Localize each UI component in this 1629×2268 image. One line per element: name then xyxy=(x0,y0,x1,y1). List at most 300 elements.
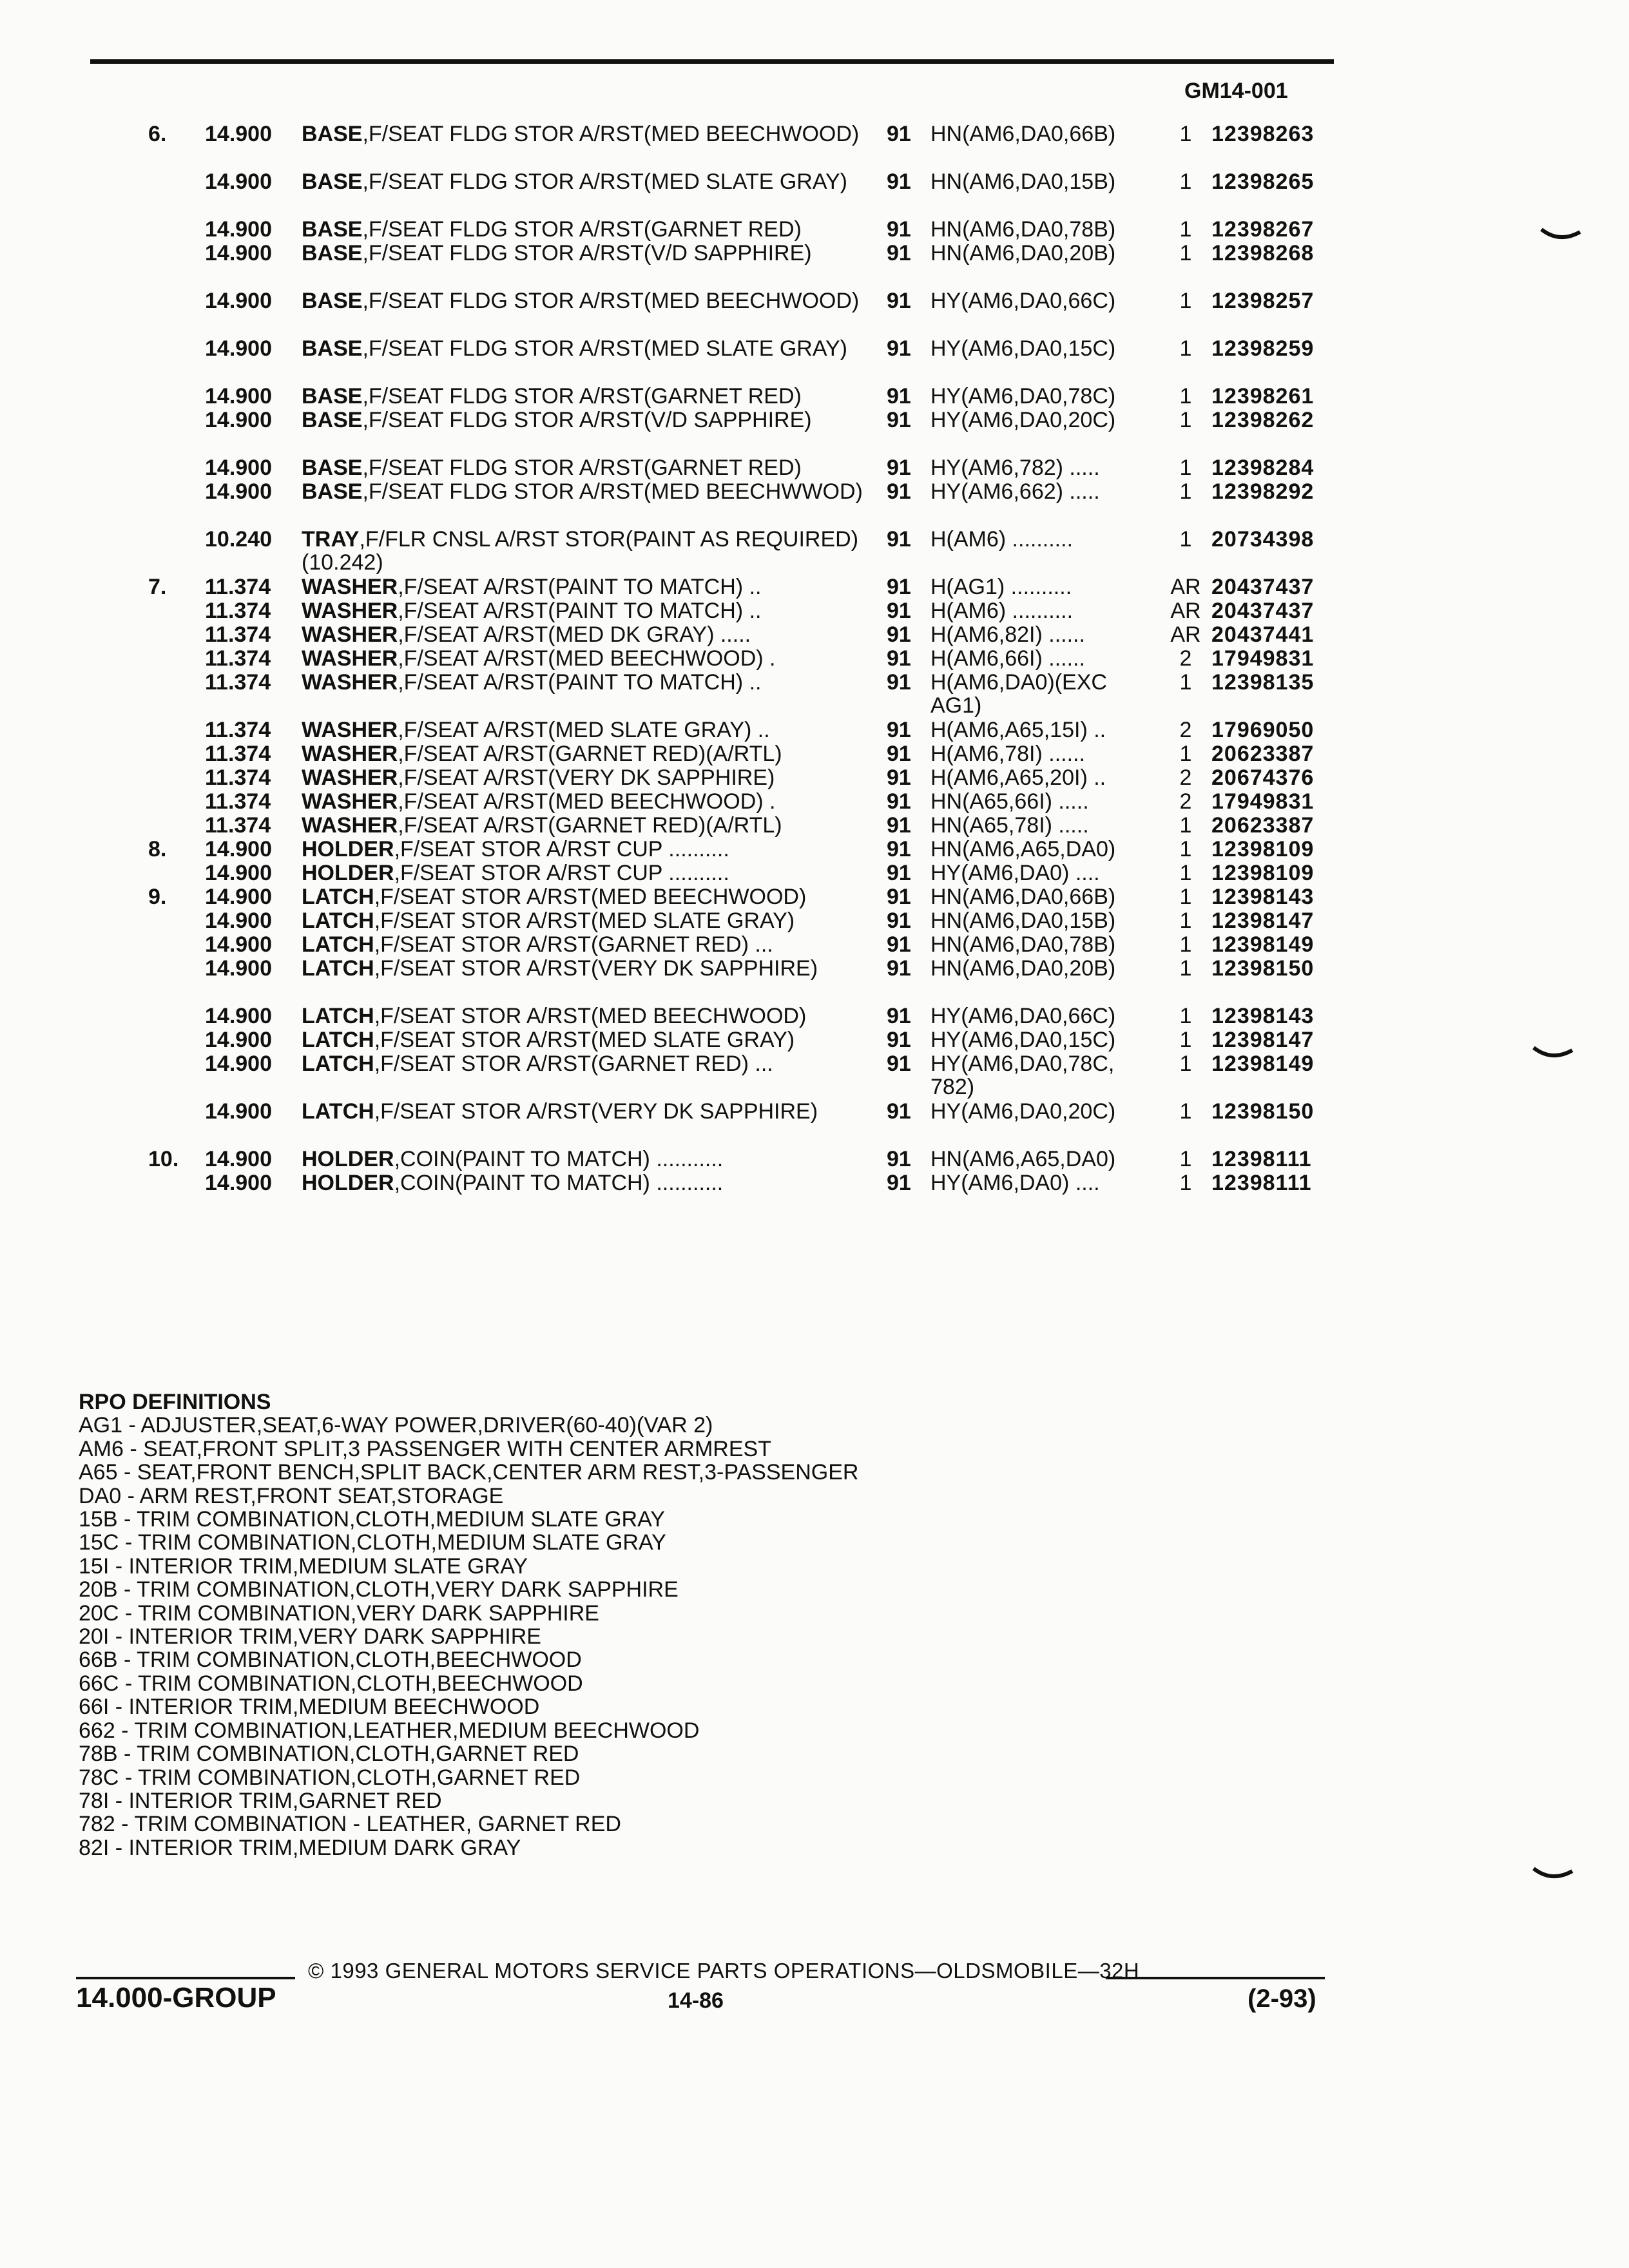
part-name: BASE xyxy=(302,169,363,194)
part-number: 20674376 xyxy=(1211,765,1315,790)
group-number: 14.900 xyxy=(205,1147,272,1171)
part-spec: ,F/SEAT STOR A/RST(MED SLATE GRAY) xyxy=(374,1028,795,1052)
part-number: 12398263 xyxy=(1211,122,1315,146)
part-number: 12398109 xyxy=(1211,861,1315,885)
option-codes: HN(AM6,A65,DA0) xyxy=(930,1147,1116,1171)
quantity: AR xyxy=(1170,575,1201,599)
part-number: 12398111 xyxy=(1211,1171,1312,1195)
table-row xyxy=(0,718,1629,742)
table-row xyxy=(0,671,1629,718)
part-number: 12398292 xyxy=(1211,479,1315,504)
quantity: AR xyxy=(1170,622,1201,647)
option-codes: HN(AM6,DA0,20B) xyxy=(930,241,1116,265)
option-codes: HN(AM6,DA0,15B) xyxy=(930,908,1116,933)
part-description xyxy=(302,1004,882,1028)
part-description xyxy=(302,1100,882,1123)
quantity: 1 xyxy=(1179,122,1192,146)
rpo-item: 82I - INTERIOR TRIM,MEDIUM DARK GRAY xyxy=(79,1835,521,1860)
quantity: 1 xyxy=(1179,1052,1192,1076)
option-codes: H(AM6,DA0)(EXC AG1) xyxy=(930,670,1107,718)
model-year: 91 xyxy=(887,1028,911,1052)
rpo-item: 15I - INTERIOR TRIM,MEDIUM SLATE GRAY xyxy=(79,1553,528,1579)
group-number: 11.374 xyxy=(205,718,271,742)
part-description xyxy=(302,1028,882,1052)
option-codes: H(AG1) .......... xyxy=(930,575,1072,599)
part-spec: ,F/SEAT FLDG STOR A/RST(GARNET RED) xyxy=(362,384,802,408)
option-codes: HY(AM6,DA0,20C) xyxy=(930,408,1116,432)
part-number: 17949831 xyxy=(1211,789,1315,814)
part-description xyxy=(302,408,882,432)
table-row xyxy=(0,337,1629,385)
group-number: 14.900 xyxy=(205,408,272,432)
option-codes: HY(AM6,DA0,66C) xyxy=(930,289,1116,313)
model-year: 91 xyxy=(887,384,911,408)
quantity: AR xyxy=(1170,599,1201,623)
part-description xyxy=(302,885,882,908)
part-description xyxy=(302,623,882,646)
group-number: 14.900 xyxy=(205,1052,272,1076)
model-year: 91 xyxy=(887,908,911,933)
part-number: 20437437 xyxy=(1211,599,1315,623)
part-description xyxy=(302,933,882,956)
part-description xyxy=(302,242,882,265)
group-number: 11.374 xyxy=(205,670,271,695)
rpo-item: 20B - TRIM COMBINATION,CLOTH,VERY DARK SAPPHIRE xyxy=(79,1577,679,1602)
table-row xyxy=(0,838,1629,861)
binder-tick-mark xyxy=(1532,1045,1574,1062)
table-row xyxy=(0,528,1629,575)
table-row xyxy=(0,861,1629,885)
model-year: 91 xyxy=(887,289,911,313)
part-spec: ,F/SEAT STOR A/RST(MED BEECHWOOD) xyxy=(374,1004,807,1028)
group-number: 11.374 xyxy=(205,599,271,623)
group-number: 14.900 xyxy=(205,289,272,313)
option-codes: HN(AM6,DA0,78B) xyxy=(930,217,1116,242)
model-year: 91 xyxy=(887,885,911,909)
table-row xyxy=(0,289,1629,337)
option-codes: HN(AM6,DA0,20B) xyxy=(930,956,1116,981)
quantity: 1 xyxy=(1179,336,1192,361)
part-name: BASE xyxy=(302,122,363,146)
model-year: 91 xyxy=(887,956,911,981)
rpo-item: 15C - TRIM COMBINATION,CLOTH,MEDIUM SLATE GRAY xyxy=(79,1530,666,1555)
part-spec: ,F/SEAT STOR A/RST CUP .......... xyxy=(394,861,729,885)
part-description xyxy=(302,575,882,599)
part-spec: ,COIN(PAINT TO MATCH) ........... xyxy=(394,1171,724,1195)
quantity: 1 xyxy=(1179,813,1192,838)
quantity: 1 xyxy=(1179,289,1192,313)
group-number: 10.240 xyxy=(205,527,272,552)
part-name: HOLDER xyxy=(302,837,394,861)
quantity: 1 xyxy=(1179,241,1192,265)
quantity: 1 xyxy=(1179,456,1192,480)
part-number: 17949831 xyxy=(1211,646,1315,671)
table-row xyxy=(0,933,1629,957)
option-codes: HN(A65,78I) ..... xyxy=(930,813,1089,838)
quantity: 1 xyxy=(1179,742,1192,766)
catalog-code: GM14-001 xyxy=(1184,79,1288,103)
part-description xyxy=(302,289,882,312)
part-number: 12398265 xyxy=(1211,169,1315,194)
part-number: 12398267 xyxy=(1211,217,1315,242)
part-description xyxy=(302,742,882,765)
part-name: LATCH xyxy=(302,1028,374,1052)
part-name: WASHER xyxy=(302,718,398,742)
group-number: 14.900 xyxy=(205,241,272,265)
part-description xyxy=(302,647,882,670)
part-description xyxy=(302,385,882,408)
quantity: 2 xyxy=(1179,765,1192,790)
table-row xyxy=(0,909,1629,933)
table-row xyxy=(0,1004,1629,1028)
quantity: 1 xyxy=(1179,670,1192,695)
part-spec: ,F/SEAT A/RST(GARNET RED)(A/RTL) xyxy=(398,742,782,766)
part-spec: ,F/SEAT STOR A/RST(VERY DK SAPPHIRE) xyxy=(374,1099,818,1124)
part-spec: ,F/SEAT STOR A/RST(MED BEECHWOOD) xyxy=(374,885,807,909)
table-row xyxy=(0,790,1629,814)
table-row xyxy=(0,1100,1629,1148)
quantity: 1 xyxy=(1179,384,1192,408)
group-number: 14.900 xyxy=(205,456,272,480)
group-number: 14.900 xyxy=(205,956,272,981)
model-year: 91 xyxy=(887,1099,911,1124)
part-spec: ,F/SEAT STOR A/RST(GARNET RED) ... xyxy=(374,1052,773,1076)
group-number: 14.900 xyxy=(205,1099,272,1124)
option-codes: HY(AM6,DA0,78C) xyxy=(930,384,1116,408)
model-year: 91 xyxy=(887,742,911,766)
part-number: 12398149 xyxy=(1211,1052,1315,1076)
model-year: 91 xyxy=(887,408,911,432)
option-codes: HN(A65,66I) ..... xyxy=(930,789,1089,814)
option-codes: H(AM6,66I) ...... xyxy=(930,646,1085,671)
part-spec: ,F/SEAT FLDG STOR A/RST(GARNET RED) xyxy=(362,217,802,242)
model-year: 91 xyxy=(887,1004,911,1028)
option-codes: H(AM6,A65,15I) .. xyxy=(930,718,1106,742)
part-description xyxy=(302,861,882,885)
part-name: LATCH xyxy=(302,956,374,981)
rpo-item: 20I - INTERIOR TRIM,VERY DARK SAPPHIRE xyxy=(79,1624,541,1649)
quantity: 1 xyxy=(1179,932,1192,957)
page-number: 14-86 xyxy=(668,1988,724,2013)
group-number: 14.900 xyxy=(205,1171,272,1195)
option-codes: HY(AM6,DA0) .... xyxy=(930,861,1100,885)
rpo-item: 15B - TRIM COMBINATION,CLOTH,MEDIUM SLATE GRAY xyxy=(79,1507,665,1532)
model-year: 91 xyxy=(887,1052,911,1076)
option-codes: HN(AM6,DA0,66B) xyxy=(930,122,1116,146)
part-description xyxy=(302,122,882,146)
revision-date: (2-93) xyxy=(1248,1984,1316,2013)
group-number: 14.900 xyxy=(205,932,272,957)
header-rule xyxy=(90,59,1334,64)
option-codes: H(AM6,A65,20I) .. xyxy=(930,765,1106,790)
table-row xyxy=(0,766,1629,790)
model-year: 91 xyxy=(887,241,911,265)
model-year: 91 xyxy=(887,932,911,957)
part-description xyxy=(302,766,882,789)
part-description xyxy=(302,838,882,861)
group-number: 14.900 xyxy=(205,1028,272,1052)
option-codes: HY(AM6,782) ..... xyxy=(930,456,1100,480)
quantity: 1 xyxy=(1179,169,1192,194)
part-name: WASHER xyxy=(302,646,398,671)
model-year: 91 xyxy=(887,575,911,599)
table-row xyxy=(0,885,1629,909)
model-year: 91 xyxy=(887,336,911,361)
option-codes: HY(AM6,DA0) .... xyxy=(930,1171,1100,1195)
table-row xyxy=(0,456,1629,480)
model-year: 91 xyxy=(887,622,911,647)
part-spec: ,F/FLR CNSL A/RST STOR(PAINT AS REQUIRED)(10.242) xyxy=(302,527,859,575)
model-year: 91 xyxy=(887,169,911,194)
group-number: 14.900 xyxy=(205,861,272,885)
part-spec: ,F/SEAT FLDG STOR A/RST(MED SLATE GRAY) xyxy=(362,169,848,194)
part-spec: ,F/SEAT FLDG STOR A/RST(MED BEECHWOOD) xyxy=(362,289,860,313)
model-year: 91 xyxy=(887,456,911,480)
rpo-item: 78C - TRIM COMBINATION,CLOTH,GARNET RED xyxy=(79,1765,581,1790)
table-row xyxy=(0,480,1629,528)
quantity: 1 xyxy=(1179,861,1192,885)
quantity: 2 xyxy=(1179,718,1192,742)
group-label: 14.000-GROUP xyxy=(76,1982,276,2013)
model-year: 91 xyxy=(887,217,911,242)
part-number: 12398149 xyxy=(1211,932,1315,957)
part-number: 12398150 xyxy=(1211,956,1315,981)
binder-tick-mark xyxy=(1540,227,1581,244)
option-codes: HY(AM6,DA0,15C) xyxy=(930,336,1116,361)
rpo-item: 78I - INTERIOR TRIM,GARNET RED xyxy=(79,1788,442,1813)
part-spec: ,F/SEAT A/RST(PAINT TO MATCH) .. xyxy=(398,599,762,623)
quantity: 1 xyxy=(1179,956,1192,981)
option-codes: HN(AM6,DA0,78B) xyxy=(930,932,1116,957)
part-spec: ,F/SEAT A/RST(MED SLATE GRAY) .. xyxy=(398,718,770,742)
parts-list xyxy=(0,122,1629,1195)
part-spec: ,F/SEAT STOR A/RST CUP .......... xyxy=(394,837,729,861)
option-codes: HN(AM6,A65,DA0) xyxy=(930,837,1116,861)
option-codes: H(AM6) .......... xyxy=(930,527,1074,552)
rpo-item: AM6 - SEAT,FRONT SPLIT,3 PASSENGER WITH CENTER ARMREST xyxy=(79,1436,771,1461)
part-number: 12398143 xyxy=(1211,885,1315,909)
ref-number: 10. xyxy=(148,1147,179,1171)
option-codes: HN(AM6,DA0,66B) xyxy=(930,885,1116,909)
footer-rule-left xyxy=(76,1977,295,1979)
table-row xyxy=(0,575,1629,599)
part-number: 20734398 xyxy=(1211,527,1315,552)
part-name: LATCH xyxy=(302,1004,374,1028)
part-number: 20623387 xyxy=(1211,813,1315,838)
part-spec: ,F/SEAT STOR A/RST(VERY DK SAPPHIRE) xyxy=(374,956,818,981)
part-name: TRAY xyxy=(302,527,360,552)
group-number: 14.900 xyxy=(205,217,272,242)
group-number: 11.374 xyxy=(205,646,271,671)
table-row xyxy=(0,814,1629,838)
part-name: WASHER xyxy=(302,575,398,599)
part-spec: ,F/SEAT FLDG STOR A/RST(GARNET RED) xyxy=(362,456,802,480)
model-year: 91 xyxy=(887,1171,911,1195)
part-spec: ,F/SEAT A/RST(VERY DK SAPPHIRE) xyxy=(398,765,775,790)
rpo-item: DA0 - ARM REST,FRONT SEAT,STORAGE xyxy=(79,1483,504,1508)
quantity: 1 xyxy=(1179,908,1192,933)
quantity: 1 xyxy=(1179,1171,1192,1195)
part-description xyxy=(302,456,882,479)
part-spec: ,F/SEAT A/RST(PAINT TO MATCH) .. xyxy=(398,670,762,695)
rpo-item: 78B - TRIM COMBINATION,CLOTH,GARNET RED xyxy=(79,1742,579,1767)
part-name: BASE xyxy=(302,336,363,361)
table-row xyxy=(0,218,1629,242)
table-row xyxy=(0,122,1629,170)
part-name: LATCH xyxy=(302,1099,374,1124)
part-name: WASHER xyxy=(302,765,398,790)
group-number: 11.374 xyxy=(205,765,271,790)
group-number: 14.900 xyxy=(205,336,272,361)
part-spec: ,F/SEAT FLDG STOR A/RST(V/D SAPPHIRE) xyxy=(362,241,812,265)
model-year: 91 xyxy=(887,813,911,838)
table-row xyxy=(0,1028,1629,1052)
quantity: 1 xyxy=(1179,1099,1192,1124)
part-number: 12398135 xyxy=(1211,670,1315,695)
part-spec: ,F/SEAT STOR A/RST(MED SLATE GRAY) xyxy=(374,908,795,933)
option-codes: H(AM6) .......... xyxy=(930,599,1074,623)
part-number: 20437441 xyxy=(1211,622,1315,647)
option-codes: HY(AM6,DA0,66C) xyxy=(930,1004,1116,1028)
group-number: 11.374 xyxy=(205,575,271,599)
group-number: 14.900 xyxy=(205,122,272,146)
part-description xyxy=(302,814,882,837)
table-row xyxy=(0,242,1629,289)
table-row xyxy=(0,408,1629,456)
quantity: 2 xyxy=(1179,646,1192,671)
part-name: BASE xyxy=(302,217,363,242)
part-description xyxy=(302,170,882,193)
part-name: BASE xyxy=(302,241,363,265)
part-spec: ,F/SEAT A/RST(MED BEECHWOOD) . xyxy=(398,646,776,671)
quantity: 1 xyxy=(1179,527,1192,552)
quantity: 1 xyxy=(1179,1028,1192,1052)
part-description xyxy=(302,957,882,980)
part-name: WASHER xyxy=(302,789,398,814)
option-codes: HY(AM6,DA0,78C, 782) xyxy=(930,1052,1115,1099)
option-codes: HY(AM6,DA0,15C) xyxy=(930,1028,1116,1052)
part-spec: ,F/SEAT FLDG STOR A/RST(MED SLATE GRAY) xyxy=(362,336,848,361)
part-name: HOLDER xyxy=(302,1171,394,1195)
model-year: 91 xyxy=(887,670,911,695)
quantity: 1 xyxy=(1179,885,1192,909)
quantity: 1 xyxy=(1179,1004,1192,1028)
binder-tick-mark xyxy=(1532,1866,1574,1883)
part-number: 12398147 xyxy=(1211,1028,1315,1052)
rpo-item: 662 - TRIM COMBINATION,LEATHER,MEDIUM BEECHWOOD xyxy=(79,1718,700,1743)
part-spec: ,COIN(PAINT TO MATCH) ........... xyxy=(394,1147,724,1171)
option-codes: HN(AM6,DA0,15B) xyxy=(930,169,1116,194)
model-year: 91 xyxy=(887,789,911,814)
ref-number: 6. xyxy=(148,122,167,146)
table-row xyxy=(0,599,1629,623)
part-name: LATCH xyxy=(302,932,374,957)
part-number: 12398147 xyxy=(1211,908,1315,933)
model-year: 91 xyxy=(887,718,911,742)
option-codes: H(AM6,82I) ...... xyxy=(930,622,1085,647)
part-description xyxy=(302,718,882,742)
table-row xyxy=(0,1052,1629,1100)
part-description xyxy=(302,599,882,622)
model-year: 91 xyxy=(887,599,911,623)
part-description xyxy=(302,1171,882,1195)
part-number: 17969050 xyxy=(1211,718,1315,742)
part-number: 12398257 xyxy=(1211,289,1315,313)
table-row xyxy=(0,742,1629,766)
group-number: 11.374 xyxy=(205,813,271,838)
part-name: BASE xyxy=(302,408,363,432)
part-number: 20437437 xyxy=(1211,575,1315,599)
group-number: 14.900 xyxy=(205,908,272,933)
group-number: 14.900 xyxy=(205,837,272,861)
rpo-item: A65 - SEAT,FRONT BENCH,SPLIT BACK,CENTER ARM REST,3-PASSENGER xyxy=(79,1460,859,1485)
ref-number: 8. xyxy=(148,837,167,861)
rpo-item: AG1 - ADJUSTER,SEAT,6-WAY POWER,DRIVER(60-40)(VAR 2) xyxy=(79,1413,713,1438)
part-name: LATCH xyxy=(302,885,374,909)
table-row xyxy=(0,1148,1629,1171)
rpo-item: 66C - TRIM COMBINATION,CLOTH,BEECHWOOD xyxy=(79,1671,583,1696)
part-spec: ,F/SEAT FLDG STOR A/RST(MED BEECHWWOD) xyxy=(362,479,863,504)
part-description xyxy=(302,480,882,503)
part-description xyxy=(302,790,882,813)
quantity: 1 xyxy=(1179,408,1192,432)
table-row xyxy=(0,170,1629,218)
option-codes: HY(AM6,DA0,20C) xyxy=(930,1099,1116,1124)
quantity: 1 xyxy=(1179,217,1192,242)
ref-number: 7. xyxy=(148,575,167,599)
part-spec: ,F/SEAT A/RST(GARNET RED)(A/RTL) xyxy=(398,813,782,838)
part-number: 12398268 xyxy=(1211,241,1315,265)
group-number: 14.900 xyxy=(205,384,272,408)
model-year: 91 xyxy=(887,646,911,671)
part-name: HOLDER xyxy=(302,861,394,885)
quantity: 2 xyxy=(1179,789,1192,814)
part-description xyxy=(302,1052,882,1075)
group-number: 14.900 xyxy=(205,479,272,504)
part-name: BASE xyxy=(302,289,363,313)
group-number: 14.900 xyxy=(205,1004,272,1028)
part-number: 20623387 xyxy=(1211,742,1315,766)
group-number: 11.374 xyxy=(205,789,271,814)
part-description xyxy=(302,218,882,241)
rpo-definitions xyxy=(79,1390,858,1860)
part-spec: ,F/SEAT STOR A/RST(GARNET RED) ... xyxy=(374,932,773,957)
quantity: 1 xyxy=(1179,479,1192,504)
model-year: 91 xyxy=(887,1147,911,1171)
ref-number: 9. xyxy=(148,885,167,909)
quantity: 1 xyxy=(1179,837,1192,861)
part-number: 12398261 xyxy=(1211,384,1315,408)
part-spec: ,F/SEAT A/RST(MED DK GRAY) ..... xyxy=(398,622,751,647)
group-number: 11.374 xyxy=(205,622,271,647)
part-name: WASHER xyxy=(302,622,398,647)
table-row xyxy=(0,385,1629,408)
table-row xyxy=(0,957,1629,1004)
rpo-list xyxy=(79,1414,858,1860)
part-spec: ,F/SEAT FLDG STOR A/RST(V/D SAPPHIRE) xyxy=(362,408,812,432)
part-number: 12398259 xyxy=(1211,336,1315,361)
part-number: 12398109 xyxy=(1211,837,1315,861)
part-name: BASE xyxy=(302,479,363,504)
part-number: 12398262 xyxy=(1211,408,1315,432)
part-description xyxy=(302,909,882,932)
part-number: 12398284 xyxy=(1211,456,1315,480)
part-description xyxy=(302,337,882,360)
model-year: 91 xyxy=(887,122,911,146)
part-name: LATCH xyxy=(302,908,374,933)
group-number: 11.374 xyxy=(205,742,271,766)
option-codes: HY(AM6,662) ..... xyxy=(930,479,1100,504)
